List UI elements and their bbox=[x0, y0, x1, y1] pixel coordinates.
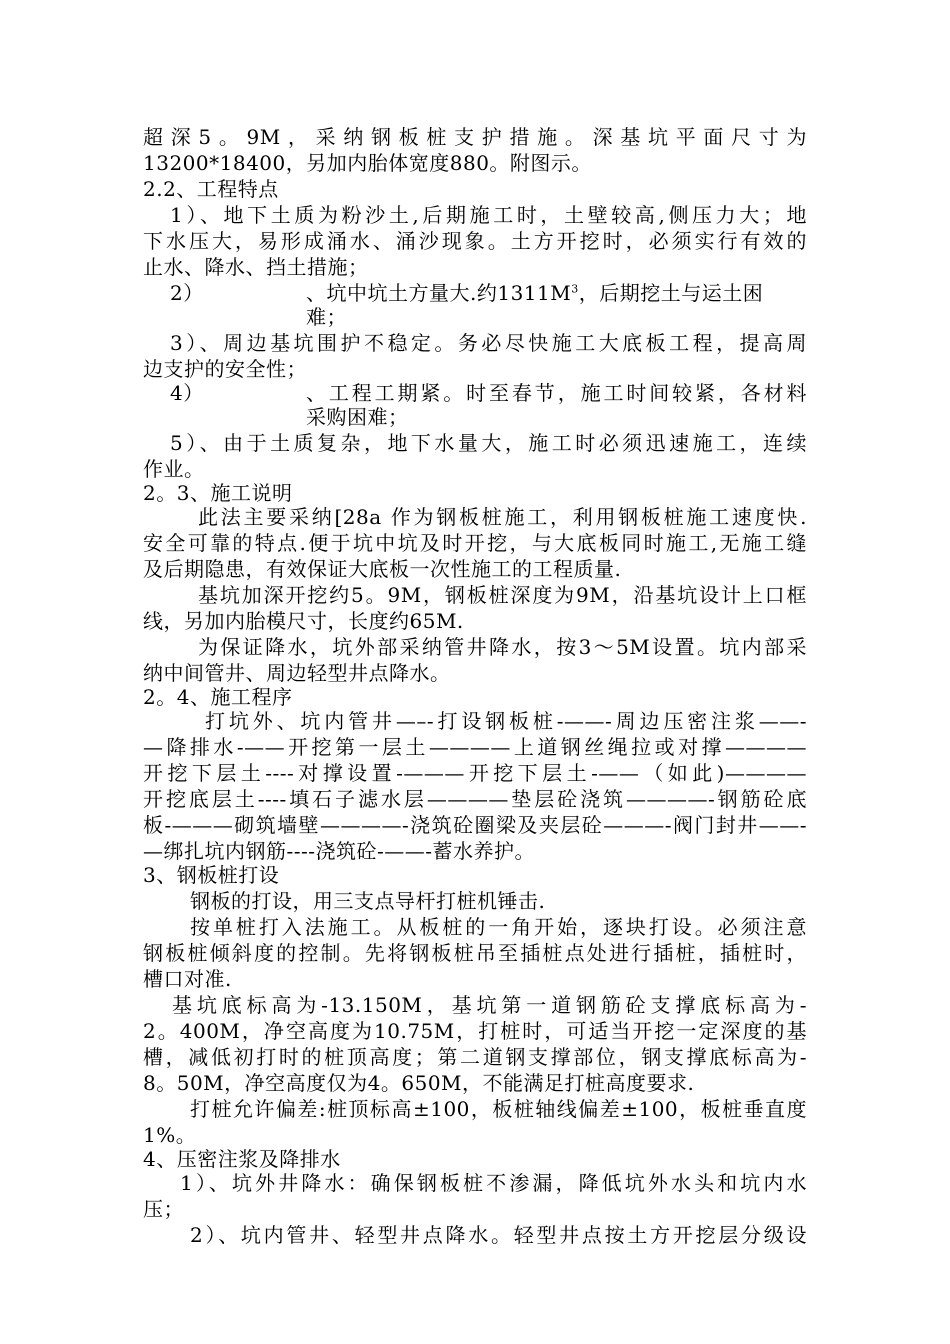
text-line: 槽口对准. bbox=[143, 967, 232, 991]
text-line: —降排水-——开挖第一层土————上道钢丝绳拉或对撑———— bbox=[143, 735, 807, 759]
text-line: 压； bbox=[143, 1197, 184, 1221]
list-number: 2） bbox=[170, 281, 204, 305]
text-line: 边支护的安全性； bbox=[143, 357, 307, 381]
text-line: 、工程工期紧。时至春节，施工时间较紧，各材料 bbox=[306, 381, 807, 405]
text-line: 8。50M，净空高度仅为4。650M，不能满足打桩高度要求. bbox=[143, 1071, 695, 1095]
text-line: 超深5。9M，采纳钢板桩支护措施。深基坑平面尺寸为 bbox=[143, 125, 807, 149]
text-line: 此法主要采纳[28a 作为钢板桩施工，利用钢板桩施工速度快. bbox=[198, 505, 807, 529]
text-line: 1%。 bbox=[143, 1123, 197, 1147]
text-line: 打桩允许偏差:桩顶标高±100，板桩轴线偏差±100，板桩垂直度 bbox=[190, 1097, 807, 1121]
superscript: 3 bbox=[571, 282, 579, 296]
text-line: 打坑外、坑内管井—–-打设钢板桩-——-周边压密注浆——- bbox=[205, 709, 807, 733]
section-heading: 4、压密注浆及降排水 bbox=[143, 1147, 341, 1171]
text-line: 槽，减低初打时的桩顶高度；第二道钢支撑部位，钢支撑底标高为- bbox=[143, 1045, 807, 1069]
text-line: 采购困难； bbox=[306, 405, 409, 429]
text-line: 钢板的打设，用三支点导杆打桩机锤击. bbox=[190, 889, 546, 913]
text-line: 2）、坑内管井、轻型井点降水。轻型井点按土方开挖层分级设 bbox=[190, 1223, 807, 1247]
text-line: 开挖底层土----填石子滤水层————垫层砼浇筑————-钢筋砼底 bbox=[143, 787, 807, 811]
text-line: 安全可靠的特点.便于坑中坑及时开挖，与大底板同时施工,无施工缝 bbox=[143, 531, 807, 555]
text-line: 止水、降水、挡土措施； bbox=[143, 255, 369, 279]
section-heading: 2。3、施工说明 bbox=[143, 481, 293, 505]
text-line: 5）、由于土质复杂，地下水量大，施工时必须迅速施工，连续 bbox=[170, 431, 807, 455]
text-line: 2。400M，净空高度为10.75M，打桩时，可适当开挖一定深度的基 bbox=[143, 1019, 807, 1043]
section-heading: 2。4、施工程序 bbox=[143, 685, 293, 709]
text-line: 为保证降水，坑外部采纳管井降水，按3～5M设置。坑内部采 bbox=[198, 635, 807, 659]
list-number: 4） bbox=[170, 381, 204, 405]
text-line: 13200*18400，另加内胎体宽度880。附图示。 bbox=[143, 151, 592, 175]
text-line: 下水压大，易形成涌水、涌沙现象。土方开挖时，必须实行有效的 bbox=[143, 229, 807, 253]
text-line: 板-———砌筑墙壁————-浇筑砼圈梁及夹层砼———-阀门封井——- bbox=[143, 813, 807, 837]
text-line: 、坑中坑土方量大.约$1311M^3$，后期挖土与运土困 bbox=[306, 281, 764, 305]
text-line: 及后期隐患，有效保证大底板一次性施工的工程质量. bbox=[143, 557, 622, 581]
text-line: 钢板桩倾斜度的控制。先将钢板桩吊至插桩点处进行插桩，插桩时， bbox=[143, 941, 807, 965]
text-line: 基坑加深开挖约5。9M，钢板桩深度为9M，沿基坑设计上口框 bbox=[198, 583, 807, 607]
text-line: 3）、周边基坑围护不稳定。务必尽快施工大底板工程，提高周 bbox=[170, 331, 807, 355]
text-line: 纳中间管井、周边轻型井点降水。 bbox=[143, 661, 451, 685]
text-line: 开挖下层土----对撑设置-———开挖下层土-——（如此)———— bbox=[143, 761, 807, 785]
text-line: 作业。 bbox=[143, 457, 205, 481]
text-line: 按单桩打入法施工。从板桩的一角开始，逐块打设。必须注意 bbox=[190, 915, 807, 939]
text-line: 1）、坑外井降水：确保钢板桩不渗漏，降低坑外水头和坑内水 bbox=[180, 1171, 807, 1195]
text-line: 基坑底标高为-13.150M，基坑第一道钢筋砼支撑底标高为- bbox=[172, 993, 807, 1017]
text-line: —绑扎坑内钢筋----浇筑砼-——-蓄水养护。 bbox=[143, 839, 536, 863]
text-line: 线，另加内胎模尺寸，长度约65M. bbox=[143, 609, 464, 633]
section-heading: 3、钢板桩打设 bbox=[143, 863, 280, 887]
section-heading: 2.2、工程特点 bbox=[143, 177, 279, 201]
text-line: 难； bbox=[306, 305, 347, 329]
text-line: 1）、地下土质为粉沙土,后期施工时，土壁较高,侧压力大；地 bbox=[170, 203, 807, 227]
